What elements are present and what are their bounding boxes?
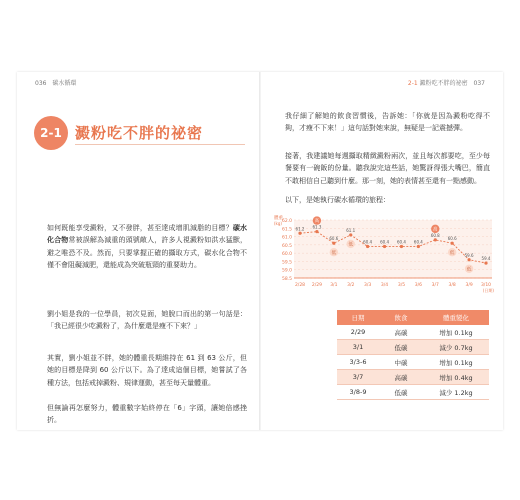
chart-x-tick-label: 3/9 [465, 283, 473, 288]
table-cell: 3/8-9 [337, 385, 379, 400]
chart-data-point [315, 230, 318, 233]
chart-data-label: 59.4 [481, 256, 491, 262]
chart-data-point [383, 245, 386, 248]
right-page-header [408, 78, 489, 87]
chart-x-tick-label: 3/10 [480, 283, 492, 288]
chart-x-tick-label: 2/28 [294, 283, 306, 288]
left-paragraph-2: 劉小姐是我的一位學員，初次見面，她脫口而出的第一句話是：「我已經很少吃澱粉了，為什麼還是瘦不下來？」 [47, 310, 247, 331]
table-cell: 低碳 [379, 385, 423, 400]
left-p1-text-a: 如何既能享受澱粉，又不發胖，甚至達成增肌減脂的目標？ [47, 224, 233, 232]
book-gutter [259, 72, 261, 430]
weight-line-chart [272, 212, 502, 294]
table-cell: 減少 1.2kg [423, 385, 489, 400]
left-paragraph-4: 但無論再怎麼努力，體重數字始終停在「6」字頭，讓她倍感挫折。 [47, 404, 247, 425]
chart-x-tick-label: 3/5 [397, 283, 406, 288]
table-row [337, 340, 489, 355]
chart-x-tick-label: 3/1 [330, 283, 338, 288]
left-running-title: 碳水循環 [52, 80, 77, 87]
right-paragraph-1: 我仔細了解她的飲食習慣後，告訴她：「你就是因為澱粉吃得不夠，才瘦不下來！」這句話對她來說，無疑是一記震撼彈。 [285, 112, 490, 133]
chart-diet-marker-label: 高 [314, 219, 320, 225]
table-cell: 增加 0.1kg [423, 355, 489, 370]
table-cell: 3/7 [337, 370, 379, 385]
chart-data-label: 61.1 [346, 227, 356, 233]
table-row [337, 385, 489, 400]
left-page-number: 036 [35, 80, 47, 87]
right-paragraph-3: 以下，是她執行碳水循環的旅程： [285, 196, 390, 204]
chart-data-label: 61.2 [295, 226, 305, 232]
chart-y-tick-label: 62.0 [281, 219, 292, 224]
chart-x-tick-label: 3/2 [347, 283, 355, 288]
chart-data-label: 60.4 [413, 239, 423, 245]
chart-x-tick-label: 3/4 [380, 283, 389, 288]
chart-y-tick-label: 60.5 [281, 243, 292, 249]
chart-y-tick-label: 61.0 [281, 235, 292, 241]
chart-data-point [298, 232, 301, 235]
chart-plot-area [294, 220, 492, 278]
chart-data-point [366, 245, 369, 248]
right-page-number: 037 [473, 80, 485, 87]
right-running-title: 澱粉吃不胖的祕密 [419, 80, 468, 87]
table-header-date: 日期 [337, 310, 379, 325]
chart-data-point [417, 245, 420, 248]
book-spread [17, 72, 503, 430]
table-cell: 3/1 [337, 340, 379, 355]
title-underline [75, 144, 245, 145]
chart-x-tick-label: 3/3 [364, 283, 372, 288]
right-paragraph-2: 接著，我建議她每週攝取精緻澱粉兩次，並且每次都要吃，至少每餐要有一碗飯的份量。聽我說完這些話，她驚訝得張大嘴巴，簡直不敢相信自己聽到什麼。那一刻，她的表情甚至還有一點感動。 [285, 152, 490, 185]
table-cell: 高碳 [379, 370, 423, 385]
chart-x-tick-label: 3/7 [431, 283, 439, 288]
left-p1-text-c: 常被誤解為減重的頭號敵人，許多人視澱粉如洪水猛獸，避之唯恐不及。然而，只要掌握正確的攝取方式，碳水化合物不僅不會阻礙減肥，還能成為突破瓶頸的重要助力。 [47, 236, 248, 270]
left-paragraph-3: 其實，劉小姐並不胖，她的體重長期維持在 61 到 63 公斤，但她的目標是降到 60 公斤以下。為了達成這個目標，她嘗試了各種方法，包括戒掉澱粉、規律運動，甚至每天量體重。 [47, 354, 247, 387]
left-page-header [31, 78, 76, 87]
chart-data-label: 60.6 [447, 236, 457, 242]
chart-data-point [467, 258, 470, 261]
chart-y-axis-label: 體重 [274, 216, 283, 221]
chart-diet-marker-label: 低 [331, 250, 337, 256]
chart-data-label: 60.8 [430, 232, 440, 238]
chart-x-tick-label: 3/6 [414, 283, 422, 288]
left-paragraph-1 [47, 222, 247, 272]
table-header-row [337, 310, 489, 325]
table-cell: 3/3-6 [337, 355, 379, 370]
table-row [337, 370, 489, 385]
chart-data-point [349, 233, 352, 236]
weight-chart [272, 212, 502, 294]
table-row [337, 325, 489, 340]
chart-y-unit-label: (kg) [274, 221, 282, 226]
table-cell: 減少 0.7kg [423, 340, 489, 355]
chart-diet-marker-label: 低 [466, 267, 472, 273]
chart-data-point [332, 242, 335, 245]
chart-x-unit-label: (日期) [482, 288, 494, 293]
table-header-diet: 飲食 [379, 310, 423, 325]
chart-data-point [484, 261, 487, 264]
table-cell: 增加 0.4kg [423, 370, 489, 385]
table-cell: 低碳 [379, 340, 423, 355]
chart-y-tick-label: 59.5 [281, 260, 292, 266]
section-title: 澱粉吃不胖的祕密 [75, 124, 204, 142]
chart-data-label: 60.6 [329, 236, 339, 242]
section-number-badge: 2-1 [34, 116, 68, 150]
table-header-weight-change: 體重變化 [423, 310, 489, 325]
table-cell: 2/29 [337, 325, 379, 340]
right-section-number: 2-1 [407, 80, 418, 87]
chart-diet-marker-label: 高 [433, 227, 438, 233]
chart-y-tick-label: 61.5 [281, 227, 292, 233]
chart-data-label: 60.4 [380, 239, 389, 245]
table-cell: 中碳 [379, 355, 423, 370]
table-cell: 高碳 [379, 325, 423, 340]
table-cell: 增加 0.1kg [423, 325, 489, 340]
chart-diet-marker-label: 低 [348, 242, 353, 248]
left-p1-bold: 碳水化合物 [47, 224, 248, 245]
chart-y-tick-label: 58.5 [281, 277, 292, 282]
chart-data-point [451, 242, 454, 245]
diet-weight-table [337, 310, 489, 400]
chart-data-label: 59.6 [464, 252, 474, 258]
chart-y-tick-label: 60.0 [281, 252, 292, 258]
chart-data-point [400, 245, 403, 248]
table-row [337, 355, 489, 370]
chart-data-label: 60.4 [363, 239, 373, 245]
chart-data-label: 60.4 [397, 239, 406, 245]
chart-y-tick-label: 59.0 [281, 268, 292, 274]
chart-data-label: 61.3 [312, 224, 322, 230]
chart-x-tick-label: 2/29 [311, 283, 322, 288]
chart-x-tick-label: 3/8 [448, 283, 456, 288]
chart-data-point [434, 238, 437, 241]
chart-diet-marker-label: 低 [449, 250, 455, 256]
